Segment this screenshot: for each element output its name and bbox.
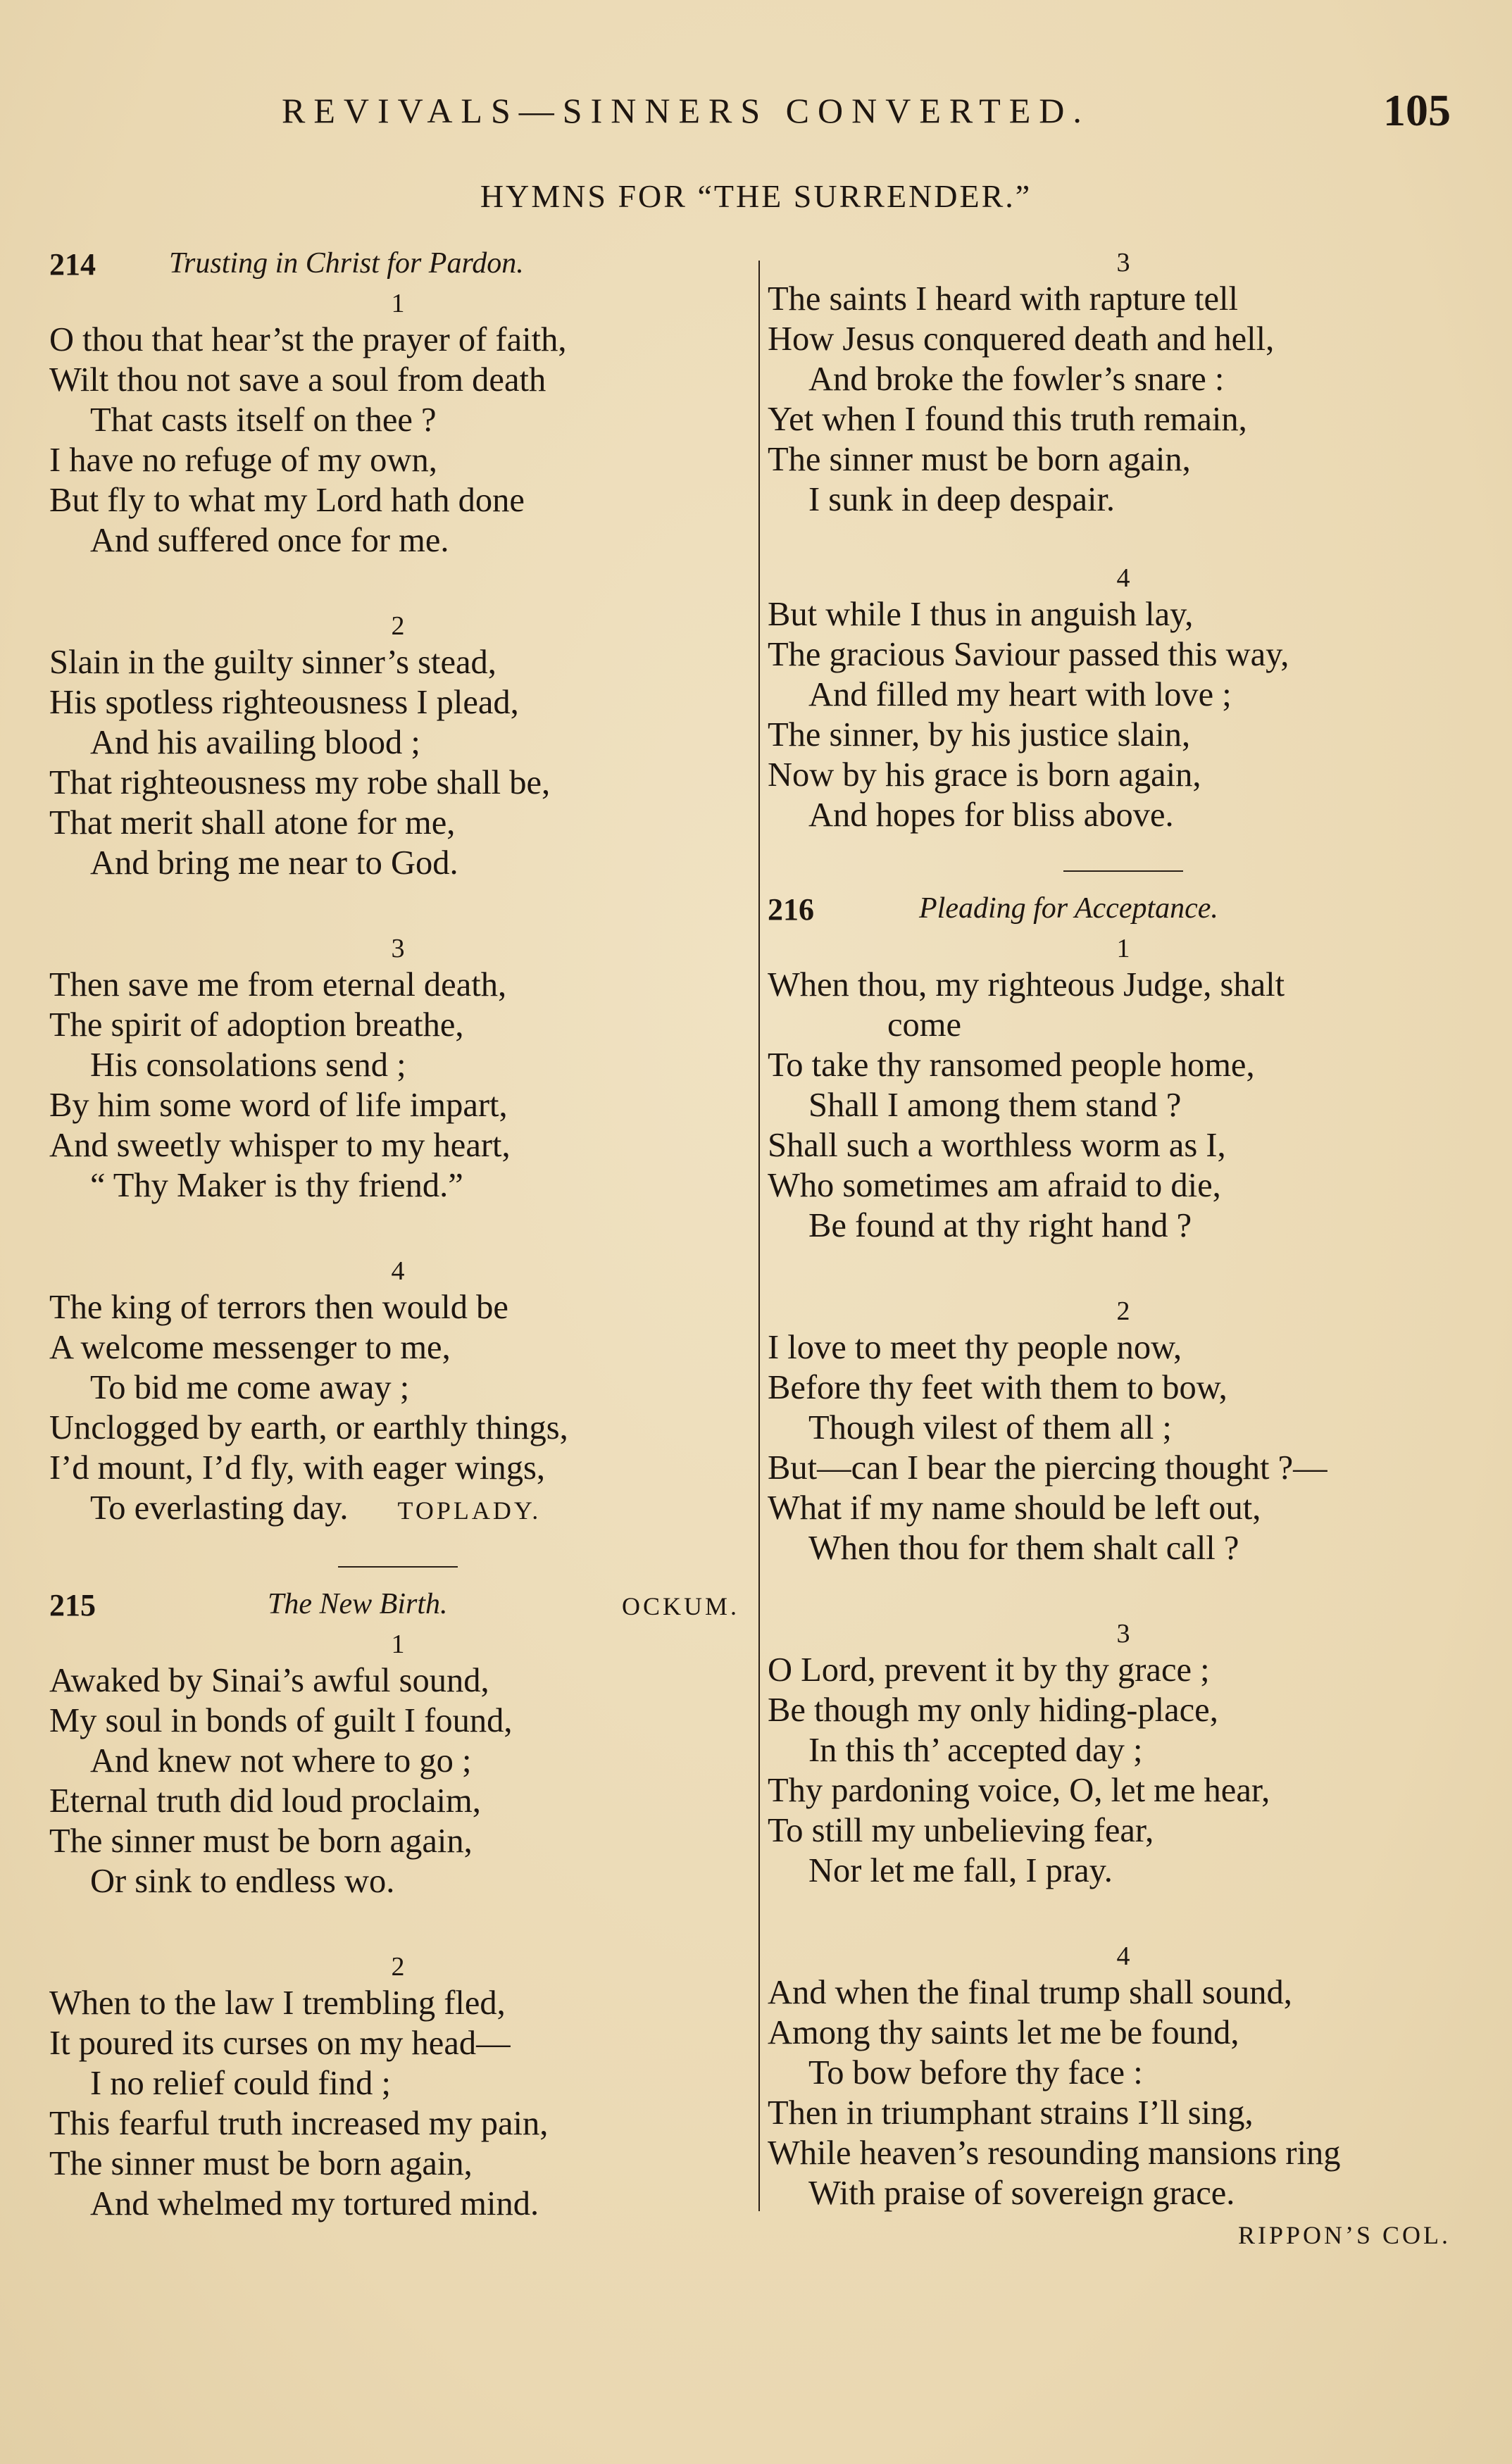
verse-line: The sinner, by his justice slain, xyxy=(768,716,1191,753)
verse-line: That casts itself on thee ? xyxy=(90,401,437,439)
hymn-title: Pleading for Acceptance. xyxy=(919,892,1218,925)
verse-line: Be found at thy right hand ? xyxy=(808,1207,1192,1244)
hymn-separator xyxy=(1063,870,1183,872)
verse-line: But while I thus in anguish lay, xyxy=(768,596,1194,633)
verse-line: The gracious Saviour passed this way, xyxy=(768,636,1289,673)
stanza xyxy=(49,287,746,561)
verse-line: And when the final trump shall sound, xyxy=(768,1974,1292,2011)
verse-line: To take thy ransomed people home, xyxy=(768,1046,1255,1084)
verse-line: A welcome messenger to me, xyxy=(49,1329,451,1366)
verse-line: The sinner must be born again, xyxy=(49,1822,473,1860)
verse-line: Nor let me fall, I pray. xyxy=(808,1852,1113,1889)
stanza-number: 2 xyxy=(391,611,405,641)
verse-line: My soul in bonds of guilt I found, xyxy=(49,1702,513,1739)
verse-line: This fearful truth increased my pain, xyxy=(49,2105,549,2142)
verse-line: Who sometimes am afraid to die, xyxy=(768,1167,1221,1204)
verse-line: Shall such a worthless worm as I, xyxy=(768,1127,1226,1164)
verse-line: The sinner must be born again, xyxy=(49,2145,473,2182)
verse-text: To everlasting day. xyxy=(90,1489,349,1527)
hymn-number: 216 xyxy=(768,892,814,927)
verse-line: With praise of sovereign grace. xyxy=(808,2175,1235,2212)
verse-line: Awaked by Sinai’s awful sound, xyxy=(49,1662,489,1699)
stanza-number: 3 xyxy=(1116,248,1130,277)
verse-line: And bring me near to God. xyxy=(90,844,458,882)
stanza xyxy=(49,1255,746,1531)
verse-line: To bid me come away ; xyxy=(90,1369,410,1406)
verse-line: Or sink to endless wo. xyxy=(90,1863,395,1900)
verse-line: I have no refuge of my own, xyxy=(49,442,437,479)
verse-line: And broke the fowler’s snare : xyxy=(808,361,1225,398)
verse-line: His spotless righteousness I plead, xyxy=(49,684,519,721)
hymn-separator xyxy=(338,1566,458,1568)
hymn-number: 215 xyxy=(49,1588,96,1622)
page-header xyxy=(282,85,1451,141)
verse-line: But fly to what my Lord hath done xyxy=(49,482,525,519)
stanza xyxy=(768,932,1479,1246)
stanza xyxy=(768,1618,1479,1891)
column-divider xyxy=(758,261,760,2211)
verse-line: When to the law I trembling fled, xyxy=(49,1984,506,2022)
verse-line: Then in triumphant strains I’ll sing, xyxy=(768,2094,1254,2132)
verse-line: And hopes for bliss above. xyxy=(808,796,1174,834)
hymn-author: TOPLADY. xyxy=(397,1496,542,1525)
verse-line: While heaven’s resounding mansions ring xyxy=(768,2134,1341,2172)
stanza-number: 1 xyxy=(391,289,405,318)
verse-line: I love to meet thy people now, xyxy=(768,1329,1182,1366)
verse-line: O Lord, prevent it by thy grace ; xyxy=(768,1651,1210,1689)
hymn-author: RIPPON’S COL. xyxy=(1237,2221,1451,2249)
verse-line: That righteousness my robe shall be, xyxy=(49,764,551,801)
verse-line: Eternal truth did loud proclaim, xyxy=(49,1782,481,1820)
stanza xyxy=(49,932,746,1206)
verse-line: Yet when I found this truth remain, xyxy=(768,401,1247,438)
page-number: 105 xyxy=(1383,85,1451,135)
verse-line: To still my unbelieving fear, xyxy=(768,1812,1154,1849)
verse-line: And sweetly whisper to my heart, xyxy=(49,1127,511,1164)
verse-line: By him some word of life impart, xyxy=(49,1087,508,1124)
hymn-header xyxy=(49,246,746,287)
hymn-tune: OCKUM. xyxy=(621,1592,739,1620)
stanza-number: 2 xyxy=(1116,1296,1130,1326)
verse-line: Thy pardoning voice, O, let me hear, xyxy=(768,1772,1270,1809)
verse-line: O thou that hear’st the prayer of faith, xyxy=(49,321,567,358)
verse-line: Among thy saints let me be found, xyxy=(768,2014,1239,2051)
verse-line: The saints I heard with rapture tell xyxy=(768,280,1238,318)
verse-line: Before thy feet with them to bow, xyxy=(768,1369,1227,1406)
verse-line: What if my name should be left out, xyxy=(768,1489,1261,1527)
hymn-title: Trusting in Christ for Pardon. xyxy=(169,247,524,280)
verse-line: I sunk in deep despair. xyxy=(808,481,1116,518)
verse-line: His consolations send ; xyxy=(90,1046,406,1084)
verse-line: And knew not where to go ; xyxy=(90,1742,472,1780)
verse-line: That merit shall atone for me, xyxy=(49,804,456,842)
stanza-number: 3 xyxy=(391,934,405,963)
verse-line: The king of terrors then would be xyxy=(49,1289,508,1326)
stanza-number: 4 xyxy=(1116,563,1130,593)
verse-line: Now by his grace is born again, xyxy=(768,756,1201,794)
stanza-number: 1 xyxy=(391,1630,405,1659)
verse-line: The spirit of adoption breathe, xyxy=(49,1006,464,1044)
verse-line: But—can I bear the piercing thought ?— xyxy=(768,1449,1327,1487)
verse-line: And whelmed my tortured mind. xyxy=(90,2185,539,2222)
running-title: REVIVALS—SINNERS CONVERTED. xyxy=(282,91,1090,130)
verse-line: I’d mount, I’d fly, with eager wings, xyxy=(49,1449,545,1487)
section-title: HYMNS FOR “THE SURRENDER.” xyxy=(480,178,1032,214)
verse-line: It poured its curses on my head— xyxy=(49,2025,511,2062)
verse-line: Be though my only hiding-place, xyxy=(768,1691,1218,1729)
verse-line: Slain in the guilty sinner’s stead, xyxy=(49,644,496,681)
verse-line: I no relief could find ; xyxy=(90,2065,391,2102)
verse-line: And suffered once for me. xyxy=(90,522,449,559)
verse-line: Unclogged by earth, or earthly things, xyxy=(49,1409,568,1446)
hymn-number: 214 xyxy=(49,247,96,282)
stanza xyxy=(768,1295,1479,1568)
hymn-214 xyxy=(49,246,746,1568)
stanza-number: 3 xyxy=(1116,1619,1130,1649)
hymn-215-continued xyxy=(768,246,1479,872)
verse-line: When thou, my righteous Judge, shalt xyxy=(768,966,1285,1003)
hymn-216 xyxy=(768,892,1479,2250)
stanza xyxy=(768,1940,1479,2213)
verse-line xyxy=(49,1488,746,1531)
left-column xyxy=(49,246,746,2273)
stanza xyxy=(768,562,1479,835)
stanza xyxy=(768,246,1479,520)
verse-line: Then save me from eternal death, xyxy=(49,966,507,1003)
stanza xyxy=(49,610,746,883)
verse-line: “ Thy Maker is thy friend.” xyxy=(90,1167,463,1204)
stanza-number: 1 xyxy=(1116,934,1130,963)
verse-line: Shall I among them stand ? xyxy=(808,1087,1182,1124)
verse-line: When thou for them shalt call ? xyxy=(808,1530,1239,1567)
stanza-number: 4 xyxy=(391,1256,405,1286)
stanza xyxy=(49,1951,746,2224)
verse-line: The sinner must be born again, xyxy=(768,441,1191,478)
verse-line: And filled my heart with love ; xyxy=(808,676,1232,713)
hymn-header xyxy=(768,892,1479,932)
verse-line: How Jesus conquered death and hell, xyxy=(768,320,1275,358)
verse-line: And his availing blood ; xyxy=(90,724,420,761)
verse-line: Though vilest of them all ; xyxy=(808,1409,1172,1446)
verse-line: In this th’ accepted day ; xyxy=(808,1732,1143,1769)
stanza xyxy=(49,1628,746,1901)
verse-line: To bow before thy face : xyxy=(808,2054,1143,2091)
hymn-title: The New Birth. xyxy=(268,1588,448,1620)
hymn-header xyxy=(49,1587,746,1628)
hymn-215 xyxy=(49,1587,746,2224)
stanza-number: 4 xyxy=(1116,1941,1130,1971)
stanza-number: 2 xyxy=(391,1952,405,1982)
verse-line: Wilt thou not save a soul from death xyxy=(49,361,546,399)
verse-line: come xyxy=(887,1006,962,1044)
right-column xyxy=(768,246,1479,2250)
